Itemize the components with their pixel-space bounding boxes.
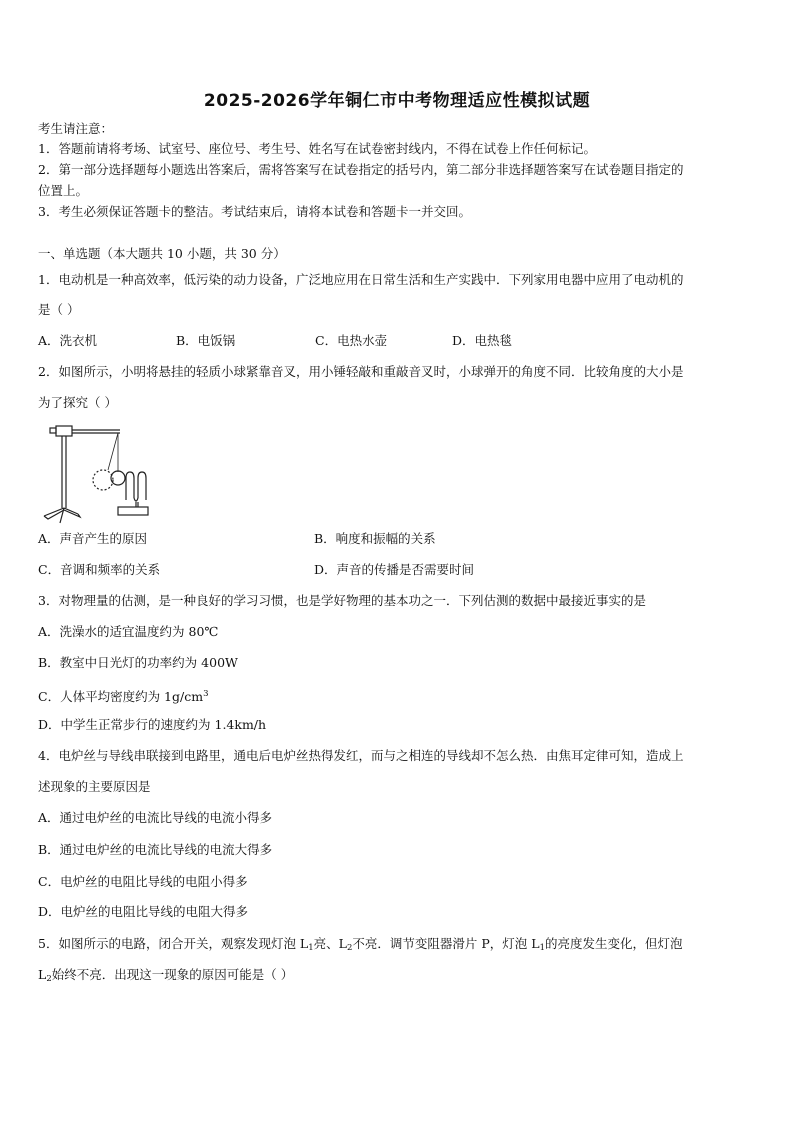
option-d: D．中学生正常步行的速度约为 1.4km/h (38, 717, 267, 732)
question-4-text: 4．电炉丝与导线串联接到电路里，通电后电炉丝热得发红，而与之相连的导线却不怎么热．由焦耳定律可知，造成上 (38, 748, 684, 763)
option-c: C．电热水壶 (315, 333, 388, 348)
option-c: C．人体平均密度约为 $1g/cm^3$ (38, 689, 209, 704)
question-5-text: 5．如图所示的电路，闭合开关，观察发现灯泡 $L_1$亮、$L_2$不亮．调节变阻器滑片 P，灯泡 $L_1$的亮度发生变化，但灯泡 (38, 936, 683, 953)
question-2-text-cont: 为了探究（ ） (38, 395, 117, 410)
notice-heading: 考生请注意： (38, 121, 114, 136)
section-heading: 一、单选题（本大题共 10 小题，共 30 分） (38, 246, 286, 261)
notice-item-3: 3．考生必须保证答题卡的整洁。考试结束后，请将本试卷和答题卡一并交回。 (38, 204, 471, 219)
notice-item-1: 1．答题前请将考场、试室号、座位号、考生号、姓名写在试卷密封线内，不得在试卷上作任何标记。 (38, 141, 596, 156)
option-a: A．洗衣机 (38, 333, 98, 348)
tuning-fork-figure (38, 420, 158, 525)
option-d: D．声音的传播是否需要时间 (314, 562, 475, 577)
question-4-text-cont: 述现象的主要原因是 (38, 779, 151, 794)
option-c: C．音调和频率的关系 (38, 562, 161, 577)
option-a: A．声音产生的原因 (38, 531, 148, 546)
question-3-text: 3．对物理量的估测，是一种良好的学习习惯，也是学好物理的基本功之一．下列估测的数据中最接近事实的是 (38, 593, 646, 608)
option-b: B．通过电炉丝的电流比导线的电流大得多 (38, 842, 273, 857)
notice-item-2-cont: 位置上。 (38, 183, 89, 198)
question-5-text-cont: $L_2$始终不亮．出现这一现象的原因可能是（ ） (38, 967, 294, 984)
option-a: A．通过电炉丝的电流比导线的电流小得多 (38, 810, 273, 825)
option-d: D．电炉丝的电阻比导线的电阻大得多 (38, 904, 249, 919)
question-1-text-cont: 是（ ） (38, 302, 80, 317)
option-c: C．电炉丝的电阻比导线的电阻小得多 (38, 874, 248, 889)
page-title: 2025-2026学年铜仁市中考物理适应性模拟试题 (203, 91, 591, 111)
option-a: A．洗澡水的适宜温度约为 80℃ (38, 624, 219, 639)
option-b: B．电饭锅 (176, 333, 236, 348)
notice-item-2: 2．第一部分选择题每小题选出答案后，需将答案写在试卷指定的括号内，第二部分非选择题答案写在试卷题目指定的 (38, 162, 684, 177)
option-b: B．教室中日光灯的功率约为 400W (38, 655, 238, 670)
option-d: D．电热毯 (452, 333, 513, 348)
option-b: B．响度和振幅的关系 (314, 531, 436, 546)
question-2-text: 2．如图所示，小明将悬挂的轻质小球紧靠音叉，用小锤轻敲和重敲音叉时，小球弹开的角度不同．比较角度的大小是 (38, 364, 684, 379)
question-1-text: 1．电动机是一种高效率，低污染的动力设备，广泛地应用在日常生活和生产实践中．下列家用电器中应用了电动机的 (38, 272, 684, 287)
